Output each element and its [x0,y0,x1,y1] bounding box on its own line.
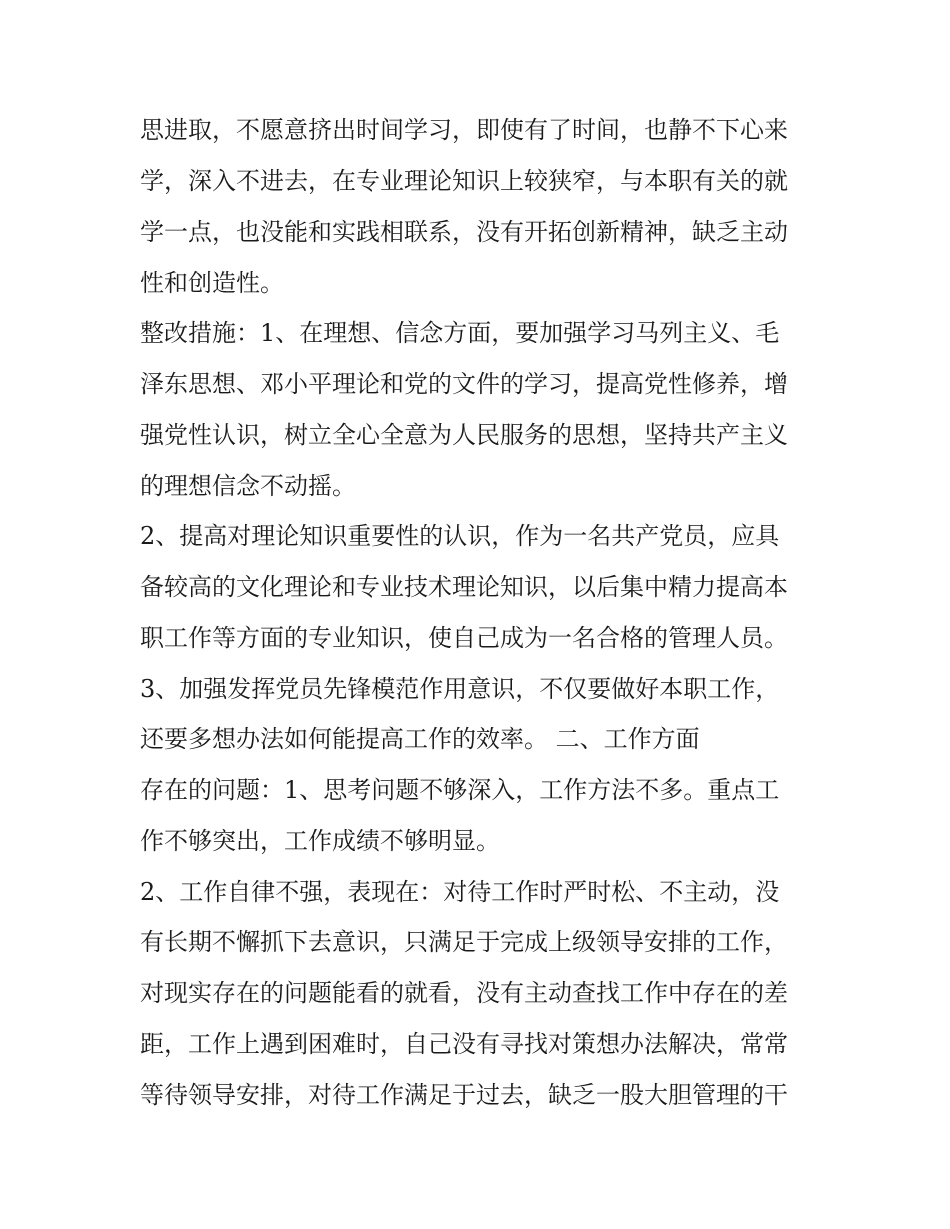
text-line: 学，深入不进去，在专业理论知识上较狭窄，与本职有关的就 [140,167,788,195]
text-line: 还要多想办法如何能提高工作的效率。 二、工作方面 [140,725,700,753]
text-line: 距，工作上遇到困难时，自己没有寻找对策想办法解决，常常 [140,1030,788,1058]
text-line: 对现实存在的问题能看的就看，没有主动查找工作中存在的差 [140,979,788,1007]
text-line: 2、工作自律不强，表现在：对待工作时严时松、不主动，没 [140,878,780,906]
text-line: 思进取，不愿意挤出时间学习，即使有了时间，也静不下心来 [140,116,788,144]
text-line: 备较高的文化理论和专业技术理论知识，以后集中精力提高本 [140,573,788,601]
text-line: 泽东思想、邓小平理论和党的文件的学习，提高党性修养，增 [140,370,788,398]
text-line: 整改措施：1、在理想、信念方面，要加强学习马列主义、毛 [140,319,780,347]
text-line: 学一点，也没能和实践相联系，没有开拓创新精神，缺乏主动 [140,218,788,246]
text-line: 等待领导安排，对待工作满足于过去，缺乏一股大胆管理的干 [140,1081,788,1109]
text-line: 强党性认识，树立全心全意为人民服务的思想，坚持共产主义 [140,421,788,449]
text-line: 3、加强发挥党员先锋模范作用意识，不仅要做好本职工作， [140,675,780,703]
text-line: 的理想信念不动摇。 [140,472,356,500]
text-line: 有长期不懈抓下去意识，只满足于完成上级领导安排的工作， [140,928,788,956]
text-line: 存在的问题：1、思考问题不够深入，工作方法不多。重点工 [140,776,780,804]
text-line: 职工作等方面的专业知识，使自己成为一名合格的管理人员。 [140,624,788,652]
text-line: 2、提高对理论知识重要性的认识，作为一名共产党员，应具 [140,522,780,550]
text-line: 性和创造性。 [140,269,284,297]
text-line: 作不够突出，工作成绩不够明显。 [140,827,500,855]
